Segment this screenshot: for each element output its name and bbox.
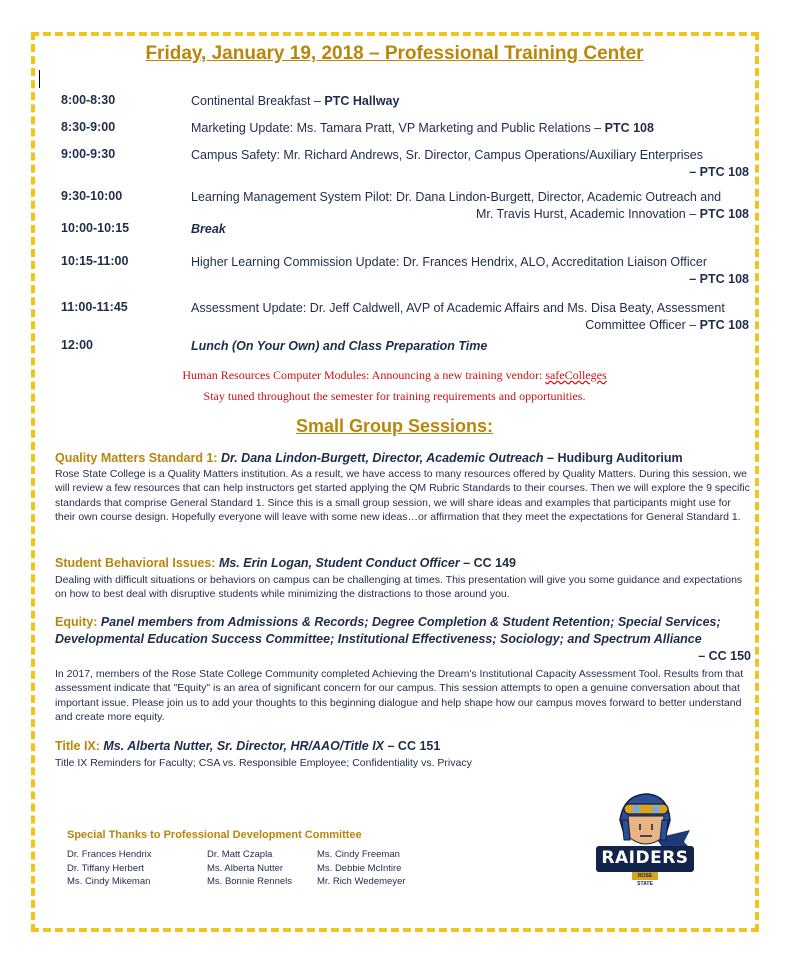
- hr-announcement: Human Resources Computer Modules: Announcing a new training vendor: safeColleges: [182, 368, 607, 382]
- session-behavioral-issues: [55, 555, 751, 602]
- session-heading: Student Behavioral Issues: Ms. Erin Logan, Student Conduct Officer – CC 149: [55, 556, 516, 570]
- small-groups-title: Small Group Sessions:: [295, 416, 494, 436]
- session-heading: Equity: Panel members from Admissions & Records; Degree Completion & Student Retention; Special Services; Developmental Education Success Committee; Institutional Effectiveness; Sociology; and Spectrum Alliance – CC 150: [55, 615, 751, 663]
- committee-member: Dr. Tiffany Herbert: [67, 862, 144, 874]
- session-equity: [55, 614, 751, 724]
- thanks-column-1: [67, 848, 151, 889]
- schedule-time: 9:30-10:00: [61, 189, 123, 203]
- schedule-desc: Lunch (On Your Own) and Class Preparation Time: [191, 339, 488, 353]
- committee-member: Ms. Cindy Mikeman: [67, 876, 151, 887]
- schedule-time: 8:30-9:00: [61, 120, 116, 134]
- session-heading: Quality Matters Standard 1: Dr. Dana Lindon-Burgett, Director, Academic Outreach – Hudiburg Auditorium: [55, 451, 683, 465]
- text-cursor: [39, 70, 40, 88]
- thanks-column-2: [207, 848, 292, 889]
- hr-stay-tuned: Stay tuned throughout the semester for training requirements and opportunities.: [203, 389, 586, 403]
- committee-member: Dr. Frances Hendrix: [67, 849, 152, 860]
- schedule-time: 8:00-8:30: [61, 93, 116, 107]
- schedule-time: 11:00-11:45: [61, 300, 128, 314]
- session-heading: Title IX: Ms. Alberta Nutter, Sr. Director, HR/AAO/Title IX – CC 151: [55, 739, 441, 753]
- schedule-desc: Campus Safety: Mr. Richard Andrews, Sr. Director, Campus Operations/Auxiliary Enterprises – PTC 108: [191, 148, 749, 179]
- session-title-ix: [55, 738, 751, 770]
- committee-member: Dr. Matt Czapla: [207, 849, 273, 860]
- session-description: Title IX Reminders for Faculty; CSA vs. Responsible Employee; Confidentiality vs. Privacy: [55, 757, 472, 769]
- schedule-desc: Learning Management System Pilot: Dr. Dana Lindon-Burgett, Director, Academic Outreach and Mr. Travis Hurst, Academic Innovation – PTC 108: [191, 190, 749, 221]
- schedule-desc: Break: [191, 222, 226, 236]
- thanks-column-3: [317, 848, 406, 889]
- schedule-desc: Assessment Update: Dr. Jeff Caldwell, AVP of Academic Affairs and Ms. Disa Beaty, Assessment Committee Officer – PTC 108: [191, 301, 749, 332]
- schedule-desc: Higher Learning Commission Update: Dr. Frances Hendrix, ALO, Accreditation Liaison Officer – PTC 108: [191, 255, 749, 286]
- committee-member: Ms. Bonnie Rennels: [207, 876, 293, 887]
- logo-text: RAIDERS: [601, 848, 689, 868]
- page-title: Friday, January 19, 2018 – Professional Training Center: [145, 43, 644, 64]
- committee-member: Ms. Cindy Freeman: [317, 849, 400, 860]
- schedule-time: 10:00-10:15: [61, 221, 130, 235]
- schedule-time: 10:15-11:00: [61, 254, 129, 268]
- logo-subtext: ROSE STATE: [637, 873, 653, 887]
- session-description: In 2017, members of the Rose State College Community completed Achieving the Dream's Institutional Capacity Assessment Tool. Results from that assessment indicate that "Equity" is an area of significant concern for our campus. This session attempts to open a genuine conversation about that important issue. Please join us to add your thoughts to this beginning dialogue and help shape how our campus moves forward to better understand and create more equity.: [55, 668, 744, 723]
- session-description: Rose State College is a Quality Matters institution. As a result, we have access to many resources offered by Quality Matters. During this session, we will review a few resources that can help instructors get started applying the QM Rubric Standards to their courses. Then we will explore the 9 specific standards that comprise General Standard 1. Since this is a small group session, we will share ideas and examples that participants might use for their own course design. Hopefully everyone will leave with some new ideas…or affirmation that they meet the expectations for General Standard 1.: [55, 468, 750, 523]
- committee-member: Mr. Rich Wedemeyer: [317, 876, 406, 887]
- committee-member: Ms. Alberta Nutter: [207, 862, 284, 874]
- schedule-desc: Marketing Update: Ms. Tamara Pratt, VP Marketing and Public Relations – PTC 108: [191, 121, 654, 135]
- session-description: Dealing with difficult situations or behaviors on campus can be challenging at times. This presentation will give you some guidance and expectations on how to best deal with disruptive students while minimizing the distractions to those around you.: [55, 574, 743, 601]
- raiders-logo: [594, 790, 696, 886]
- vendor-name: safeColleges: [545, 368, 607, 382]
- schedule-desc: Continental Breakfast – PTC Hallway: [191, 94, 400, 108]
- session-quality-matters: [55, 450, 751, 524]
- schedule-time: 9:00-9:30: [61, 147, 116, 161]
- schedule-time: 12:00: [61, 338, 93, 352]
- committee-member: Ms. Debbie McIntire: [317, 862, 402, 874]
- thanks-title: Special Thanks to Professional Development Committee: [67, 829, 362, 841]
